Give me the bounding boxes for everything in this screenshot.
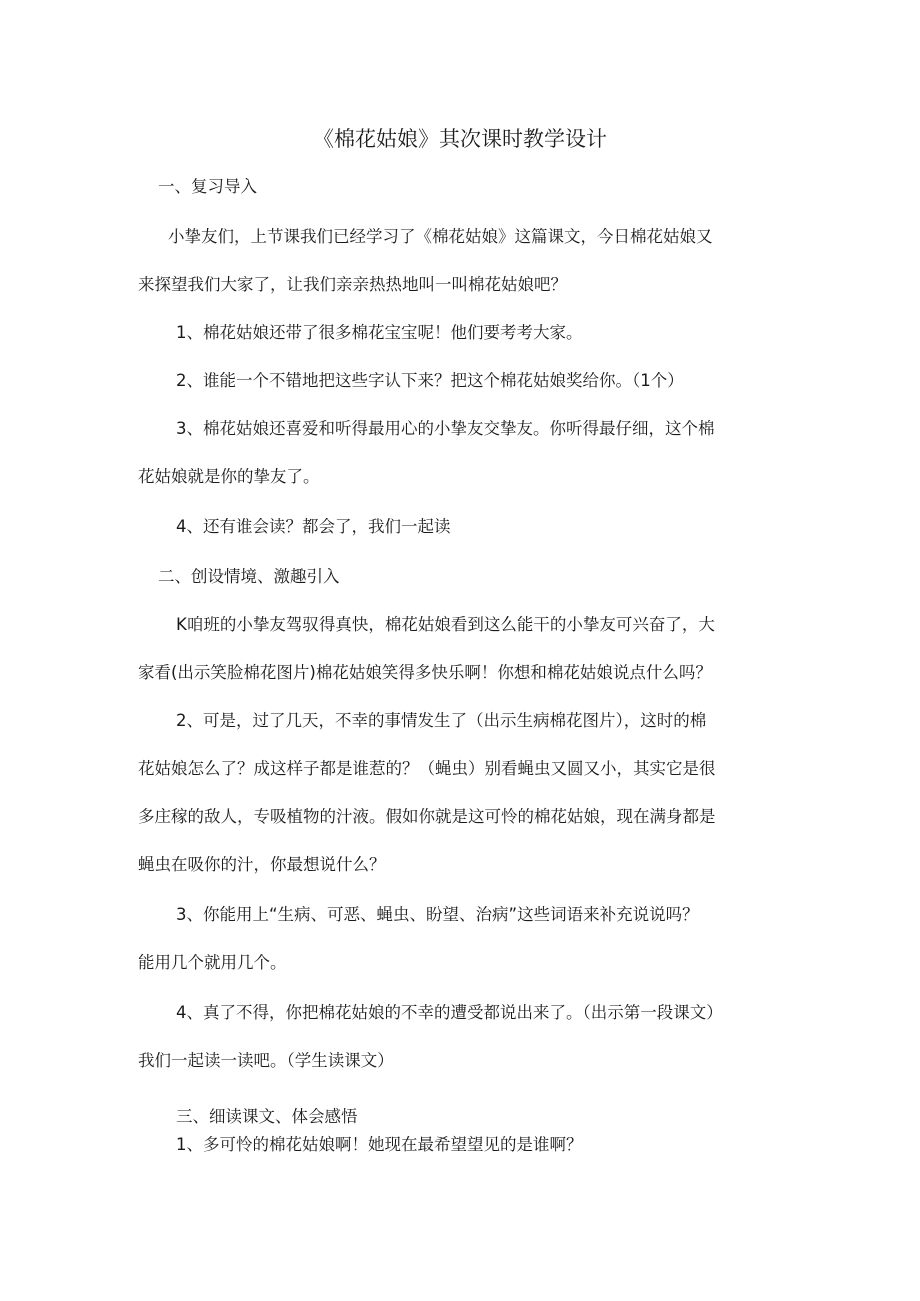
paragraph-line: 多庄稼的敌人，专吸植物的汁液。假如你就是这可怜的棉花姑娘，现在满身都是 (138, 807, 716, 826)
paragraph-line: 家看(出示笑脸棉花图片)棉花姑娘笑得多快乐啊！你想和棉花姑娘说点什么吗？ (138, 663, 712, 682)
section-heading-review: 一、复习导入 (158, 177, 257, 196)
paragraph-line: 花姑娘怎么了？成这样子都是谁惹的？（蝇虫）别看蝇虫又圆又小，其实它是很 (138, 759, 716, 778)
paragraph-line: 2、可是，过了几天，不幸的事情发生了（出示生病棉花图片），这时的棉 (176, 711, 707, 730)
section-heading-scenario: 二、创设情境、激趣引入 (158, 567, 340, 586)
paragraph-line: 能用几个就用几个。 (138, 953, 287, 972)
paragraph-line: 2、谁能一个不错地把这些字认下来？把这个棉花姑娘奖给你。（1个） (176, 371, 684, 390)
document-title: 《棉花姑娘》其次课时教学设计 (313, 127, 607, 151)
paragraph-line: 我们一起读一读吧。（学生读课文） (138, 1051, 394, 1070)
paragraph-line: 来探望我们大家了，让我们亲亲热热地叫一叫棉花姑娘吧？ (138, 275, 567, 294)
paragraph-line: 3、你能用上“生病、可恶、蝇虫、盼望、治病”这些词语来补充说说吗？ (176, 905, 699, 924)
section-heading-reading: 三、细读课文、体会感悟 (176, 1107, 358, 1126)
paragraph-line: 4、真了不得，你把棉花姑娘的不幸的遭受都说出来了。（出示第一段课文） (176, 1003, 723, 1022)
paragraph-line: 蝇虫在吸你的汁，你最想说什么？ (138, 855, 386, 874)
paragraph-line: 小挚友们，上节课我们已经学习了《棉花姑娘》这篇课文，今日棉花姑娘又 (168, 227, 713, 246)
paragraph-line: K咱班的小挚友驾驭得真快，棉花姑娘看到这么能干的小挚友可兴奋了，大 (176, 615, 715, 634)
paragraph-line: 1、棉花姑娘还带了很多棉花宝宝呢！他们要考考大家。 (176, 323, 583, 342)
paragraph-line: 花姑娘就是你的挚友了。 (138, 467, 320, 486)
paragraph-line: 3、棉花姑娘还喜爱和听得最用心的小挚友交挚友。你听得最仔细，这个棉 (176, 419, 715, 438)
paragraph-line: 1、多可怜的棉花姑娘啊！她现在最希望望见的是谁啊？ (176, 1135, 583, 1154)
paragraph-line: 4、还有谁会读？都会了，我们一起读 (176, 517, 451, 536)
